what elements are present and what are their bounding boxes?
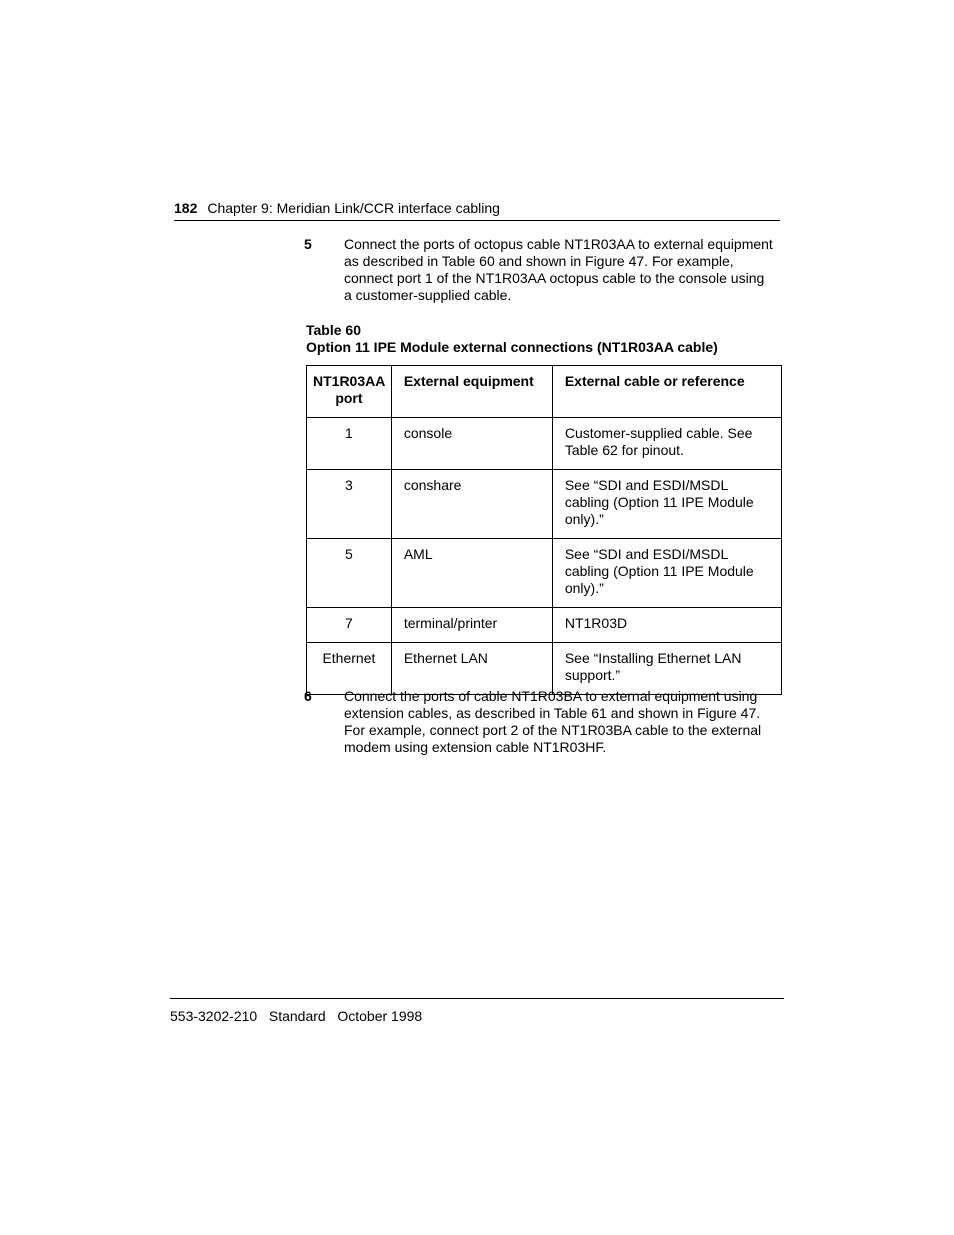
cell-reference: NT1R03D [552, 608, 781, 643]
column-header-reference: External cable or reference [552, 366, 781, 418]
cell-port: Ethernet [307, 643, 392, 695]
step-text: Connect the ports of octopus cable NT1R03AA to external equipment as described in Table 60 and shown in Figure 47. For example, connect port 1 of the NT1R03AA octopus cable to the console using a customer-supplied cable. [344, 236, 773, 303]
cell-equipment: conshare [391, 470, 552, 539]
table-row [307, 643, 782, 695]
cell-equipment: Ethernet LAN [391, 643, 552, 695]
document-date: October 1998 [337, 1008, 423, 1024]
page-footer [170, 998, 784, 1025]
page-header [174, 199, 780, 221]
cell-port: 3 [307, 470, 392, 539]
cell-port: 7 [307, 608, 392, 643]
step-text: Connect the ports of cable NT1R03BA to external equipment using extension cables, as described in Table 61 and shown in Figure 47. For example, connect port 2 of the NT1R03BA cable to the external modem using extension cable NT1R03HF. [344, 688, 762, 755]
cell-reference: See “SDI and ESDI/MSDL cabling (Option 11 IPE Module only).” [552, 539, 781, 608]
table-row [307, 608, 782, 643]
table-row [307, 539, 782, 608]
step-number: 5 [304, 236, 312, 252]
page-number: 182 [174, 200, 198, 216]
cell-reference: Customer-supplied cable. See Table 62 for pinout. [552, 418, 781, 470]
table-caption [306, 322, 718, 356]
table-title: Option 11 IPE Module external connections (NT1R03AA cable) [306, 339, 718, 355]
column-header-equipment: External equipment [391, 366, 552, 418]
cell-reference: See “SDI and ESDI/MSDL cabling (Option 11 IPE Module only).” [552, 470, 781, 539]
table-row [307, 470, 782, 539]
chapter-title: Chapter 9: Meridian Link/CCR interface cabling [207, 200, 500, 216]
table-label: Table 60 [306, 322, 361, 338]
cell-equipment: console [391, 418, 552, 470]
connections-table [306, 365, 782, 695]
document-number: 553-3202-210 [170, 1008, 258, 1024]
cell-equipment: AML [391, 539, 552, 608]
document-status: Standard [268, 1008, 326, 1024]
table-header-row [307, 366, 782, 418]
step-number: 6 [304, 688, 312, 704]
cell-port: 1 [307, 418, 392, 470]
table-row [307, 418, 782, 470]
cell-equipment: terminal/printer [391, 608, 552, 643]
cell-reference: See “Installing Ethernet LAN support.” [552, 643, 781, 695]
column-header-port: NT1R03AA port [307, 366, 392, 418]
cell-port: 5 [307, 539, 392, 608]
